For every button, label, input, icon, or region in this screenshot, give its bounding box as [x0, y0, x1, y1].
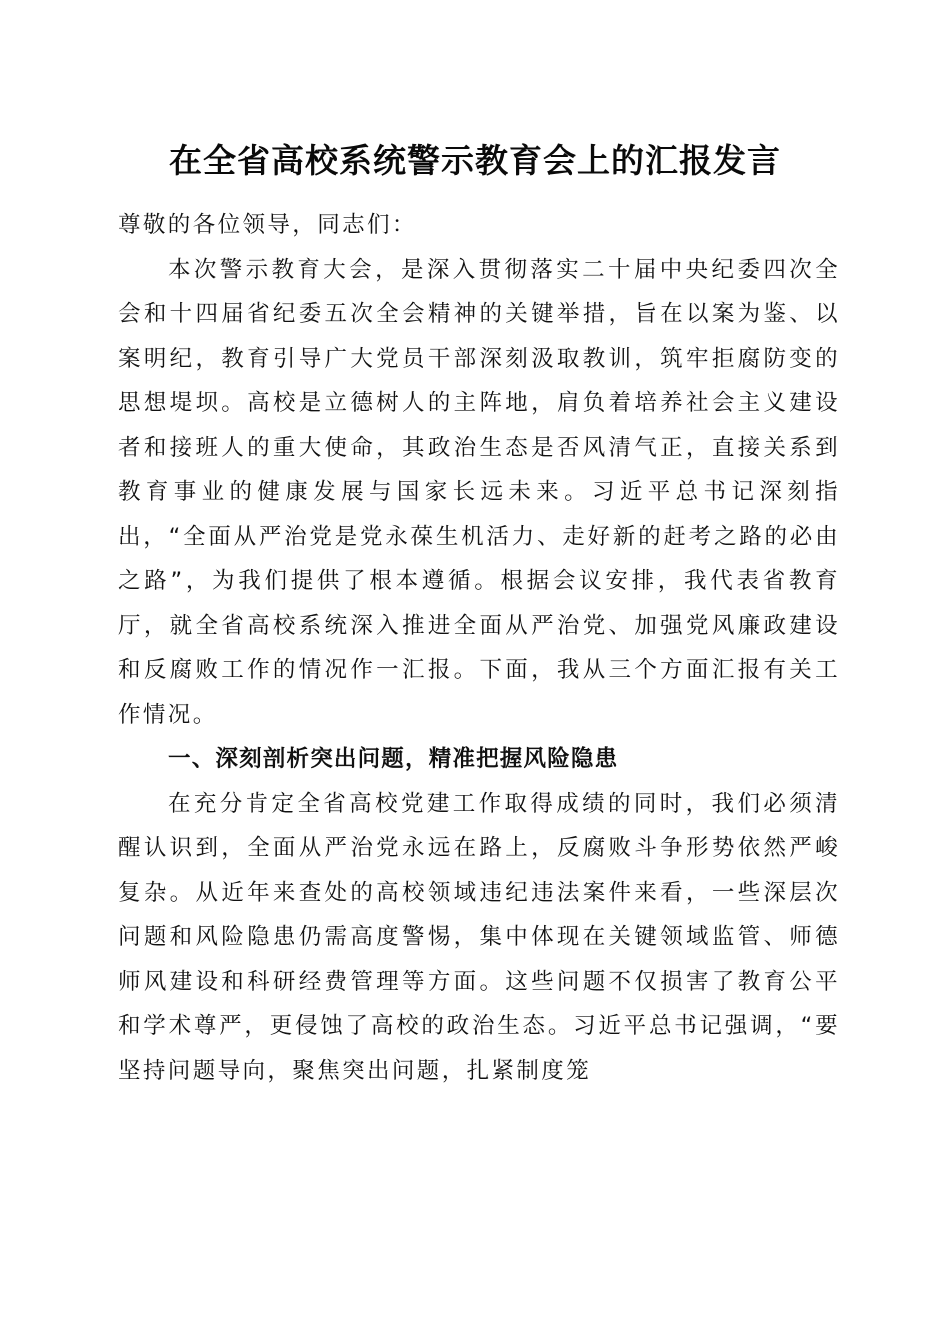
- document-title: 在全省高校系统警示教育会上的汇报发言: [169, 141, 781, 180]
- document-body: [118, 203, 840, 1093]
- salutation: 尊敬的各位领导，同志们：: [118, 212, 417, 238]
- section-heading: 一、深刻剖析突出问题，精准把握风险隐患: [168, 746, 619, 772]
- intro-paragraph: 本次警示教育大会，是深入贯彻落实二十届中央纪委四次全会和十四届省纪委五次全会精神的关键举措，旨在以案为鉴、以案明纪，教育引导广大党员干部深刻汲取教训，筑牢拒腐防变的思想堤坝。高校是立德树人的主阵地，肩负着培养社会主义建设者和接班人的重大使命，其政治生态是否风清气正，直接关系到教育事业的健康发展与国家长远未来。习近平总书记深刻指出，“全面从严治党是党永葆生机活力、走好新的赶考之路的必由之路”，为我们提供了根本遵循。根据会议安排，我代表省教育厅，就全省高校系统深入推进全面从严治党、加强党风廉政建设和反腐败工作的情况作一汇报。下面，我从三个方面汇报有关工作情况。: [118, 256, 840, 728]
- section-paragraph: 在充分肯定全省高校党建工作取得成绩的同时，我们必须清醒认识到，全面从严治党永远在路上，反腐败斗争形势依然严峻复杂。从近年来查处的高校领域违纪违法案件来看，一些深层次问题和风险隐患仍需高度警惕，集中体现在关键领域监管、师德师风建设和科研经费管理等方面。这些问题不仅损害了教育公平和学术尊严，更侵蚀了高校的政治生态。习近平总书记强调，“要坚持问题导向，聚焦突出问题，扎紧制度笼: [118, 790, 840, 1084]
